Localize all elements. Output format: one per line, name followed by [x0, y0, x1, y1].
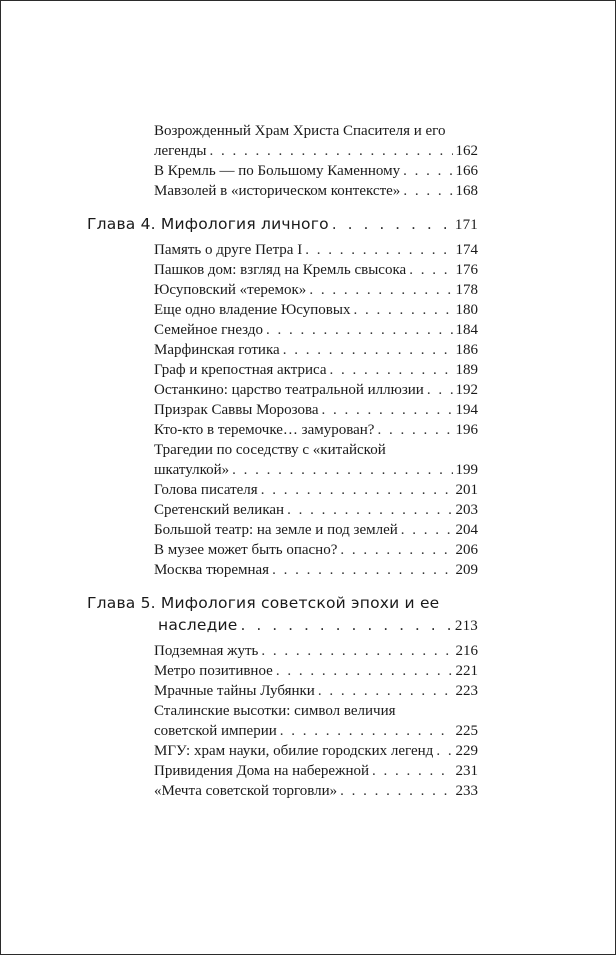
dot-leader	[409, 260, 452, 280]
toc-entry[interactable]	[154, 240, 478, 260]
dot-leader	[372, 761, 453, 781]
toc-entry-title-line: легенды	[154, 143, 207, 159]
chapter-heading[interactable]	[87, 213, 478, 236]
dot-leader	[436, 741, 452, 761]
toc-page-number: 171	[454, 217, 478, 233]
toc-entry-title: Память о друге Петра I	[154, 242, 303, 258]
toc-entry[interactable]	[154, 681, 478, 701]
dot-leader	[332, 213, 452, 235]
toc-page-number: 180	[455, 302, 478, 318]
toc-entry[interactable]	[154, 320, 478, 340]
toc-entry[interactable]	[154, 360, 478, 380]
dot-leader	[283, 340, 453, 360]
toc-page-number: 223	[455, 683, 478, 699]
toc-entry-title: Привидения Дома на набережной	[154, 763, 369, 779]
toc-page-number: 168	[455, 183, 478, 199]
toc-page-number: 184	[455, 322, 478, 338]
toc-page-number: 231	[455, 763, 478, 779]
dot-leader	[210, 141, 453, 161]
toc-page-number: 201	[455, 482, 478, 498]
dot-leader	[272, 560, 452, 580]
toc-entry[interactable]	[154, 280, 478, 300]
dot-leader	[318, 681, 453, 701]
dot-leader	[232, 460, 452, 480]
toc-entry[interactable]	[154, 161, 478, 181]
toc-page-number: 176	[455, 262, 478, 278]
toc-page-number: 189	[455, 362, 478, 378]
toc-entry-title: Метро позитивное	[154, 663, 273, 679]
toc-page-number: 174	[455, 242, 478, 258]
toc-entry[interactable]	[154, 661, 478, 681]
toc-page-number: 192	[455, 382, 478, 398]
toc-entry-title: В музее может быть опасно?	[154, 542, 338, 558]
toc-page-number: 209	[455, 562, 478, 578]
chapter-title-line: наследие	[158, 616, 238, 634]
toc-entry-title: В Кремль — по Большому Каменному	[154, 163, 401, 179]
toc-entry[interactable]	[154, 761, 478, 781]
toc-page-number: 194	[455, 402, 478, 418]
toc-entry-title-line: Возрожденный Храм Христа Спасителя и его	[154, 123, 446, 139]
toc-page-number: 178	[455, 282, 478, 298]
toc-page-number: 196	[455, 422, 478, 438]
toc-entry[interactable]	[154, 560, 478, 580]
toc-page-number: 186	[455, 342, 478, 358]
toc-entry-title: Пашков дом: взгляд на Кремль свысока	[154, 262, 407, 278]
dot-leader	[401, 520, 453, 540]
toc-entry-title: Большой театр: на земле и под землей	[154, 522, 398, 538]
toc-page-number: 199	[455, 462, 478, 478]
toc-page-number: 206	[455, 542, 478, 558]
dot-leader	[403, 181, 452, 201]
toc-page-number: 166	[455, 163, 478, 179]
toc-entry-title-line: Трагедии по соседству с «китайской	[154, 442, 386, 458]
chapter-title: Глава 4. Мифология личного	[87, 215, 329, 233]
toc-entry-title: Кто-кто в теремочке… замурован?	[154, 422, 375, 438]
toc-entry-title: Семейное гнездо	[154, 322, 263, 338]
toc-entry-title: Граф и крепостная актриса	[154, 362, 327, 378]
toc-entry[interactable]	[154, 400, 478, 420]
toc-entry[interactable]	[154, 520, 478, 540]
toc-page-number: 203	[455, 502, 478, 518]
toc-entry-title: Голова писателя	[154, 482, 258, 498]
toc-page-number: 225	[455, 723, 478, 739]
table-of-contents	[1, 121, 616, 801]
toc-entry[interactable]	[154, 121, 478, 161]
dot-leader	[261, 480, 453, 500]
toc-entry[interactable]	[154, 741, 478, 761]
dot-leader	[377, 420, 452, 440]
chapter-heading[interactable]	[87, 592, 478, 637]
toc-entry[interactable]	[154, 340, 478, 360]
dot-leader	[261, 641, 452, 661]
toc-entry-title: МГУ: храм науки, обилие городских легенд	[154, 743, 434, 759]
toc-entry[interactable]	[154, 380, 478, 400]
toc-entry[interactable]	[154, 701, 478, 741]
dot-leader	[340, 540, 452, 560]
toc-entry[interactable]	[154, 300, 478, 320]
dot-leader	[305, 240, 452, 260]
toc-entry[interactable]	[154, 480, 478, 500]
toc-entry[interactable]	[154, 500, 478, 520]
toc-entry[interactable]	[154, 181, 478, 201]
dot-leader	[403, 161, 452, 181]
toc-entry-title: Москва тюремная	[154, 562, 270, 578]
toc-entry-title: Подземная жуть	[154, 643, 259, 659]
toc-page-number: 233	[455, 783, 478, 799]
toc-entry-title: Останкино: царство театральной иллюзии	[154, 382, 424, 398]
toc-page-number: 221	[455, 663, 478, 679]
toc-entry-title: Мрачные тайны Лубянки	[154, 683, 315, 699]
dot-leader	[353, 300, 452, 320]
toc-entry[interactable]	[154, 781, 478, 801]
dot-leader	[427, 380, 453, 400]
toc-page-number: 229	[455, 743, 478, 759]
toc-entry[interactable]	[154, 260, 478, 280]
toc-page-number: 162	[455, 143, 478, 159]
toc-entry-title: Еще одно владение Юсуповых	[154, 302, 351, 318]
dot-leader	[280, 721, 453, 741]
dot-leader	[287, 500, 452, 520]
toc-entry[interactable]	[154, 440, 478, 480]
toc-entry-title: Мавзолей в «историческом контексте»	[154, 183, 401, 199]
chapter-title-line: Глава 5. Мифология советской эпохи и ее	[87, 594, 440, 612]
dot-leader	[309, 280, 452, 300]
dot-leader	[241, 614, 452, 636]
toc-entry-title-line: шкатулкой»	[154, 462, 230, 478]
dot-leader	[330, 360, 453, 380]
toc-entry-title: Марфинская готика	[154, 342, 280, 358]
dot-leader	[321, 400, 452, 420]
toc-page-number: 216	[455, 643, 478, 659]
dot-leader	[276, 661, 453, 681]
dot-leader	[266, 320, 453, 340]
toc-entry[interactable]	[154, 641, 478, 661]
toc-entry-title: Сретенский великан	[154, 502, 285, 518]
toc-entry-title: Юсуповский «теремок»	[154, 282, 307, 298]
toc-entry[interactable]	[154, 540, 478, 560]
toc-entry-title-line: советской империи	[154, 723, 277, 739]
toc-entry-title: Призрак Саввы Морозова	[154, 402, 319, 418]
toc-entry-title-line: Сталинские высотки: символ величия	[154, 703, 396, 719]
toc-entry-title: «Мечта советской торговли»	[154, 783, 338, 799]
toc-page-number: 204	[455, 522, 478, 538]
toc-page-number: 213	[454, 618, 478, 634]
dot-leader	[340, 781, 452, 801]
toc-entry[interactable]	[154, 420, 478, 440]
